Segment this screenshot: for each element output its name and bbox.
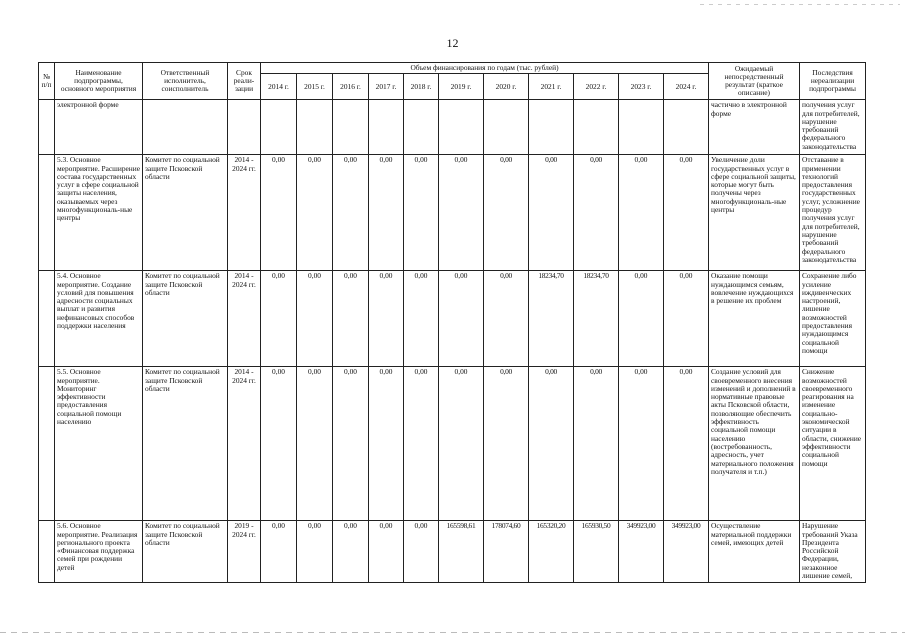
row-value [529,100,574,155]
scan-artifact-top [700,4,900,5]
row-name: 5.3. Основное мероприятие. Расширение состава государственных услуг в сфере социальной защиты населения, оказываемых через многофункциональ-ные центры [55,155,143,271]
year-header: 2017 г. [369,74,404,100]
row-value: 0,00 [297,521,333,583]
row-responsible: Комитет по социальной защите Псковской области [143,271,228,367]
row-value [261,100,297,155]
row-number [39,271,55,367]
row-value: 18234,70 [529,271,574,367]
row-value: 165930,50 [574,521,619,583]
row-value: 165320,20 [529,521,574,583]
row-consequences: Нарушение требований Указа Президента Российской Федерации, незаконное лишение семей, [800,521,866,583]
row-value: 0,00 [664,367,709,521]
row-value: 0,00 [439,155,484,271]
col-consequences-header: Последствия нереализации подпрограммы [800,63,866,100]
row-responsible: Комитет по социальной защите Псковской области [143,155,228,271]
page-number: 12 [446,36,459,50]
row-value: 0,00 [369,155,404,271]
row-responsible: Комитет по социальной защите Псковской области [143,521,228,583]
col-name-header: Наименование подпрограммы, основного мероприятия [55,63,143,100]
row-value: 0,00 [297,367,333,521]
header-row-1 [39,63,866,74]
row-consequences: Сохранение либо усиление иждивенческих настроений, лишение возможностей предоставления нуждающимся социальной помощи [800,271,866,367]
row-value: 0,00 [333,271,369,367]
row-value: 349923,00 [664,521,709,583]
row-term: 2014 - 2024 гг. [228,155,261,271]
row-value: 0,00 [664,155,709,271]
row-value: 0,00 [261,367,297,521]
row-value: 0,00 [484,155,529,271]
row-value: 0,00 [439,367,484,521]
row-value: 0,00 [404,271,439,367]
row-value: 0,00 [484,367,529,521]
row-value [369,100,404,155]
row-result: Создание условий для своевременного внесения изменений и дополнений в нормативные правовые акты Псковской области, позволяющие обеспечить эффективность социальной помощи населению (востребованность, адресность, учет материального положения получателя и т.п.) [709,367,800,521]
row-value: 0,00 [619,155,664,271]
row-value: 349923,00 [619,521,664,583]
row-consequences: Отставание в применении технологий предоставления государственных услуг, усложнение процедур получения услуг для потребителей, нарушение требований федерального законодательства [800,155,866,271]
col-num-header: № п/п [39,63,55,100]
row-value [574,100,619,155]
row-value: 18234,70 [574,271,619,367]
year-header: 2023 г. [619,74,664,100]
row-value: 0,00 [404,367,439,521]
row-name: 5.5. Основное мероприятие. Мониторинг эффективности предоставления социальной помощи населению [55,367,143,521]
year-header: 2024 г. [664,74,709,100]
row-value: 0,00 [529,367,574,521]
row-value: 0,00 [261,271,297,367]
row-consequences: получения услуг для потребителей, нарушение требований федерального законодательства [800,100,866,155]
row-number [39,367,55,521]
row-value: 0,00 [297,155,333,271]
year-header: 2015 г. [297,74,333,100]
row-value: 0,00 [369,271,404,367]
row-name: 5.4. Основное мероприятие. Создание условий для повышения адресности социальных выплат и развития нефинансовых способов поддержки населения [55,271,143,367]
row-value [404,100,439,155]
row-value: 0,00 [297,271,333,367]
row-value: 0,00 [404,521,439,583]
row-name: 5.6. Основное мероприятие. Реализация регионального проекта «Финансовая поддержка семей при рождении детей [55,521,143,583]
table-row [39,100,866,155]
row-value: 165598,61 [439,521,484,583]
row-result: Оказание помощи нуждающимся семьям, вовлечение нуждающихся в решение их проблем [709,271,800,367]
row-value [484,100,529,155]
row-value: 0,00 [333,521,369,583]
year-header: 2022 г. [574,74,619,100]
row-term [228,100,261,155]
year-header: 2019 г. [439,74,484,100]
year-header: 2021 г. [529,74,574,100]
row-result: Осуществление материальной поддержки семей, имеющих детей [709,521,800,583]
row-value [664,100,709,155]
year-header: 2018 г. [404,74,439,100]
row-value: 0,00 [369,521,404,583]
row-value: 0,00 [619,367,664,521]
row-value [439,100,484,155]
row-value: 0,00 [261,155,297,271]
row-result: Увеличение доли государственных услуг в сфере социальной защиты, которые могут быть получены через многофункциональ-ные центры [709,155,800,271]
year-header: 2014 г. [261,74,297,100]
row-number [39,155,55,271]
row-value [297,100,333,155]
row-value: 0,00 [439,271,484,367]
row-term: 2019 - 2024 гг. [228,521,261,583]
row-value [333,100,369,155]
row-value [619,100,664,155]
row-value: 0,00 [574,155,619,271]
table-row [39,155,866,271]
program-table [38,62,866,583]
row-value: 0,00 [664,271,709,367]
row-value: 178074,60 [484,521,529,583]
row-term: 2014 - 2024 гг. [228,271,261,367]
row-value: 0,00 [369,367,404,521]
row-result: частично в электронной форме [709,100,800,155]
row-term: 2014 - 2024 гг. [228,367,261,521]
scan-artifact-bottom [0,632,905,633]
row-value: 0,00 [404,155,439,271]
col-term-header: Срок реали-зации [228,63,261,100]
row-value: 0,00 [261,521,297,583]
table-row [39,367,866,521]
row-value: 0,00 [484,271,529,367]
row-consequences: Снижение возможностей своевременного реагирования на изменение социально-экономической ситуации в области, снижение эффективности социальной помощи [800,367,866,521]
row-responsible [143,100,228,155]
row-value: 0,00 [574,367,619,521]
row-value: 0,00 [619,271,664,367]
col-result-header: Ожидаемый непосредственный результат (краткое описание) [709,63,800,100]
row-value: 0,00 [333,155,369,271]
row-value: 0,00 [333,367,369,521]
table-row [39,521,866,583]
year-header: 2016 г. [333,74,369,100]
row-responsible: Комитет по социальной защите Псковской области [143,367,228,521]
row-value: 0,00 [529,155,574,271]
row-number [39,521,55,583]
row-number [39,100,55,155]
year-header: 2020 г. [484,74,529,100]
col-responsible-header: Ответственный исполнитель, соисполнитель [143,63,228,100]
col-financing-header: Объем финансирования по годам (тыс. рублей) [261,63,709,74]
table-row [39,271,866,367]
row-name: электронной форме [55,100,143,155]
